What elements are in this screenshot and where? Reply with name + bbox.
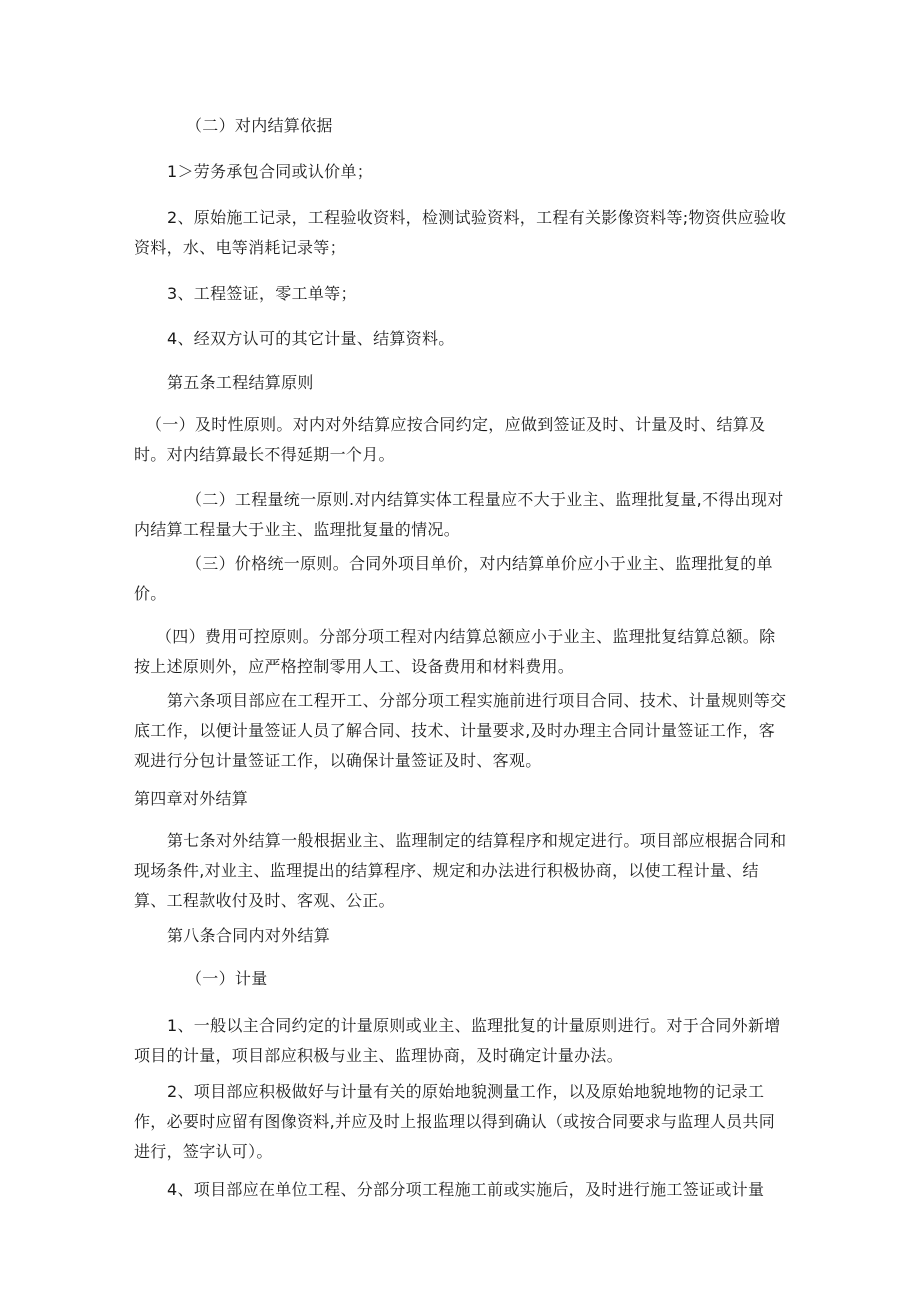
basis-item-1: 1＞劳务承包合同或认价单；	[167, 162, 374, 181]
principle-price-unity: （三）价格统一原则。合同外项目单价，对内结算单价应小于业主、监理批复的单价。	[134, 554, 773, 603]
subsection-measurement: （一）计量	[186, 969, 268, 988]
measurement-item-4: 4、项目部应在单位工程、分部分项工程施工前或实施后，及时进行施工签证或计量	[167, 1180, 765, 1199]
basis-item-3: 3、工程签证，零工单等；	[167, 284, 357, 303]
article-5-heading: 第五条工程结算原则	[167, 373, 314, 392]
article-8-heading: 第八条合同内对外结算	[167, 926, 331, 945]
measurement-item-2: 2、项目部应积极做好与计量有关的原始地貌测量工作，以及原始地貌地物的记录工作，必要时应留有图像资料,并应及时上报监理以得到确认（或按合同要求与监理人员共同进行，签字认可）。	[134, 1082, 776, 1161]
section-heading-internal-settlement-basis: （二）对内结算依据	[186, 116, 333, 135]
article-7: 第七条对外结算一般根据业主、监理制定的结算程序和规定进行。项目部应根据合同和现场条件,对业主、监理提出的结算程序、规定和办法进行积极协商，以使工程计量、结算、工程款收付及时、客观、公正。	[134, 831, 787, 910]
principle-cost-control: （四）费用可控原则。分部分项工程对内结算总额应小于业主、监理批复结算总额。除按上述原则外，应严格控制零用人工、设备费用和材料费用。	[134, 627, 776, 676]
basis-item-2: 2、原始施工记录，工程验收资料，检测试验资料，工程有关影像资料等;物资供应验收资料，水、电等消耗记录等；	[134, 208, 787, 257]
principle-timeliness: （一）及时性原则。对内对外结算应按合同约定，应做到签证及时、计量及时、结算及时。对内结算最长不得延期一个月。	[134, 415, 766, 464]
measurement-item-1: 1、一般以主合同约定的计量原则或业主、监理批复的计量原则进行。对于合同外新增项目的计量，项目部应积极与业主、监理协商，及时确定计量办法。	[134, 1016, 781, 1065]
chapter-4-heading: 第四章对外结算	[134, 789, 249, 808]
article-6: 第六条项目部应在工程开工、分部分项工程实施前进行项目合同、技术、计量规则等交底工作，以便计量签证人员了解合同、技术、计量要求,及时办理主合同计量签证工作，客观进行分包计量签证工作，以确保计量签证及时、客观。	[134, 691, 787, 770]
principle-quantity-unity: （二）工程量统一原则.对内结算实体工程量应不大于业主、监理批复量,不得出现对内结算工程量大于业主、监理批复量的情况。	[134, 490, 784, 539]
basis-item-4: 4、经双方认可的其它计量、结算资料。	[167, 329, 455, 348]
